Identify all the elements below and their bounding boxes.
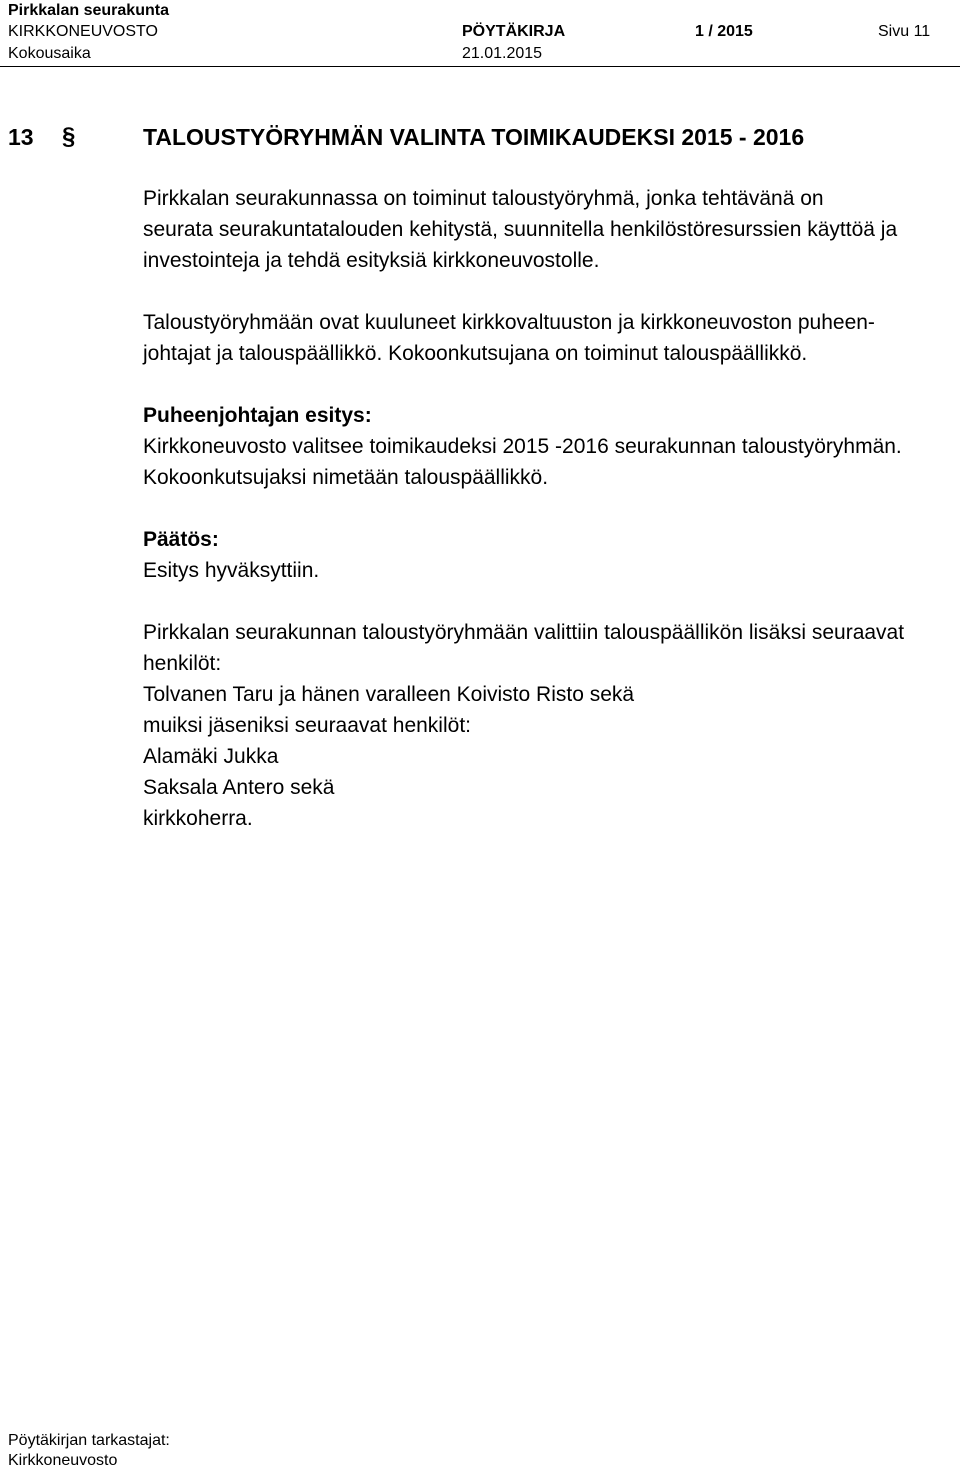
body-name: KIRKKONEUVOSTO [8,23,158,40]
footer-reviewers-label: Pöytäkirjan tarkastajat: [8,1432,170,1449]
meeting-label: Kokousaika [8,45,91,62]
proposal-line: Kokoonkutsujaksi nimetään talouspäällikkö. [143,466,549,489]
document-type: PÖYTÄKIRJA [462,23,566,40]
paragraph-line: seurata seurakuntatalouden kehitystä, suunnitella henkilöstöresurssien käyttöä ja [143,218,898,241]
page-number: Sivu 11 [878,23,931,40]
paragraph-line: johtajat ja talouspäällikkö. Kokoonkutsujana on toiminut talouspäällikkö. [143,342,808,365]
proposal-label: Puheenjohtajan esitys: [143,404,372,427]
section-title: TALOUSTYÖRYHMÄN VALINTA TOIMIKAUDEKSI 2015 - 2016 [143,124,805,150]
organization-name: Pirkkalan seurakunta [8,2,169,19]
paragraph-line: kirkkoherra. [143,807,253,830]
section-number: 13 [8,124,34,150]
paragraph-line: Alamäki Jukka [143,745,279,768]
proposal-line: Kirkkoneuvosto valitsee toimikaudeksi 2015 -2016 seurakunnan taloustyöryhmän. [143,435,902,458]
meeting-date: 21.01.2015 [462,45,543,62]
paragraph-line: henkilöt: [143,652,222,675]
header-divider [0,66,960,67]
document-number: 1 / 2015 [695,23,753,40]
paragraph-line: Tolvanen Taru ja hänen varalleen Koivisto Risto sekä [143,683,635,706]
footer-body-name: Kirkkoneuvosto [8,1452,118,1469]
paragraph-line: Taloustyöryhmään ovat kuuluneet kirkkovaltuuston ja kirkkoneuvoston puheen- [143,311,875,334]
decision-label: Päätös: [143,528,219,551]
paragraph-line: investointeja ja tehdä esityksiä kirkkoneuvostolle. [143,249,600,272]
section-body [143,183,943,834]
paragraph-line: Pirkkalan seurakunnassa on toiminut taloustyöryhmä, jonka tehtävänä on [143,187,824,210]
section-sign: § [62,123,76,150]
decision-text: Esitys hyväksyttiin. [143,559,320,582]
paragraph-line: Saksala Antero sekä [143,776,335,799]
paragraph-line: Pirkkalan seurakunnan taloustyöryhmään valittiin talouspäällikön lisäksi seuraavat [143,621,905,644]
paragraph-line: muiksi jäseniksi seuraavat henkilöt: [143,714,471,737]
